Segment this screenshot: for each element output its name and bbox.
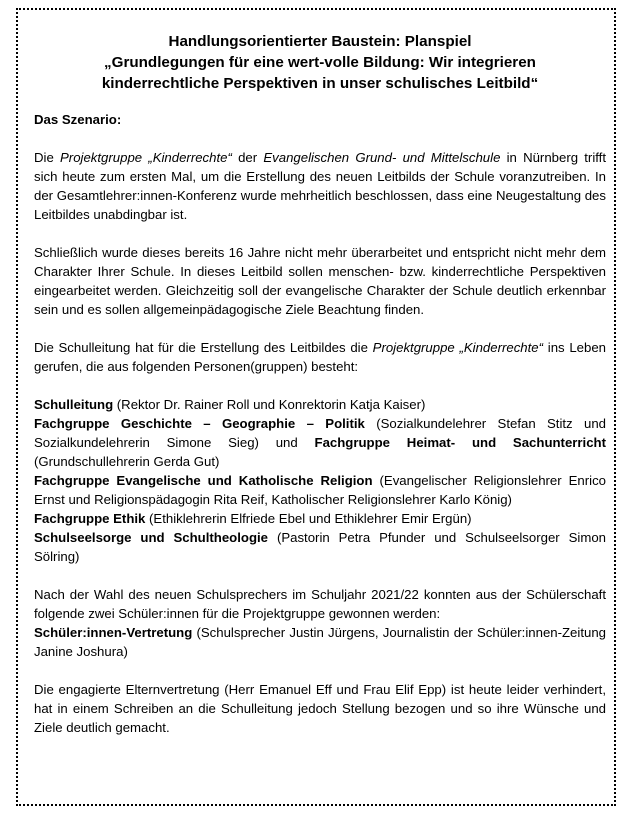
group-members: (Evangelischer Religionslehrer Enrico Ernst und Religionspädagogin Rita Reif, Katholischer Religionslehrer Karlo König) [34,473,606,507]
group-name: Fachgruppe Heimat- und Sachunterricht [314,435,606,450]
text-span: Nach der Wahl des neuen Schulsprechers im Schuljahr 2021/22 konnten aus der Schülerschaft folgende zwei Schüler:innen für die Projektgruppe gewonnen werden: [34,587,606,621]
group-name: Schüler:innen-Vertretung [34,625,193,640]
project-group-name: Projektgruppe „Kinderrechte“ [372,340,544,355]
paragraph-group-intro [34,338,606,376]
paragraph-reason: Schließlich wurde dieses bereits 16 Jahre nicht mehr überarbeitet und entspricht nicht mehr dem Charakter Ihrer Schule. In dieses Leitbild sollen menschen- bzw. kinderrechtliche Perspektiven eingearbeitet werden. Gleichzeitig soll der evangelische Charakter der Schule deutlich erkennbar sein und es sollen allgemeinpädagogische Ziele Beachtung finden. [34,245,606,317]
group-entry [34,509,606,528]
title-line-3: kinderrechtliche Perspektiven in unser schulisches Leitbild“ [101,75,539,92]
group-members: (Grundschullehrerin Gerda Gut) [34,454,220,469]
project-group-name: Projektgruppe „Kinderrechte“ [60,150,232,165]
text-span: Die Schulleitung hat für die Erstellung des Leitbildes die [34,340,373,355]
text-span: in Nürnberg trifft sich heute zum ersten Mal, um die Erstellung des neuen Leitbilds der Schule voranzutreiben. In der Gesamtlehrer:innen-Konferenz wurde mehrheitlich beschlossen, dass eine Neugestaltung des Leitbildes unabdingbar ist. [34,150,606,222]
title-line-1: Handlungsorientierter Baustein: Planspiel [168,33,472,50]
group-name: Fachgruppe Geschichte – Geographie – Politik [34,416,365,431]
group-name: Schulleitung [34,397,114,412]
paragraph-students [34,585,606,661]
school-name: Evangelischen Grund- und Mittelschule [263,150,501,165]
group-entry [34,528,606,566]
group-members: (Rektor Dr. Rainer Roll und Konrektorin Katja Kaiser) [113,397,426,412]
group-name: Fachgruppe Ethik [34,511,146,526]
group-name: Schulseelsorge und Schultheologie [34,530,269,545]
group-name: Fachgruppe Evangelische und Katholische Religion [34,473,373,488]
text-span: der [231,150,264,165]
title-line-2: „Grundlegungen für eine wert-volle Bildung: Wir integrieren [104,54,536,71]
text-span: ins Leben gerufen, die aus folgenden Personen(gruppen) besteht: [34,340,607,374]
document-body [34,31,606,756]
group-members: (Pastorin Petra Pfunder und Schulseelsorger Simon Sölring) [34,530,606,564]
group-list [34,395,606,566]
paragraph-parents: Die engagierte Elternvertretung (Herr Emanuel Eff und Frau Elif Epp) ist heute leider verhindert, hat in einem Schreiben an die Schulleitung jedoch Stellung bezogen und so ihre Wünsche und Ziele deutlich gemacht. [34,682,606,735]
paragraph-intro [34,148,606,224]
group-entry [34,471,606,509]
group-members: (Ethiklehrerin Elfriede Ebel und Ethiklehrer Emir Ergün) [145,511,472,526]
scenario-heading: Das Szenario: [34,112,122,127]
document-title [34,31,606,94]
group-entry [34,414,606,471]
text-span: Die [34,150,60,165]
group-members: (Sozialkundelehrer Stefan Stitz und Sozialkundelehrerin Simone Sieg) und [34,416,607,450]
group-entry [34,395,606,414]
group-members: (Schulsprecher Justin Jürgens, Journalistin der Schüler:innen-Zeitung Janine Joshura) [34,625,606,659]
